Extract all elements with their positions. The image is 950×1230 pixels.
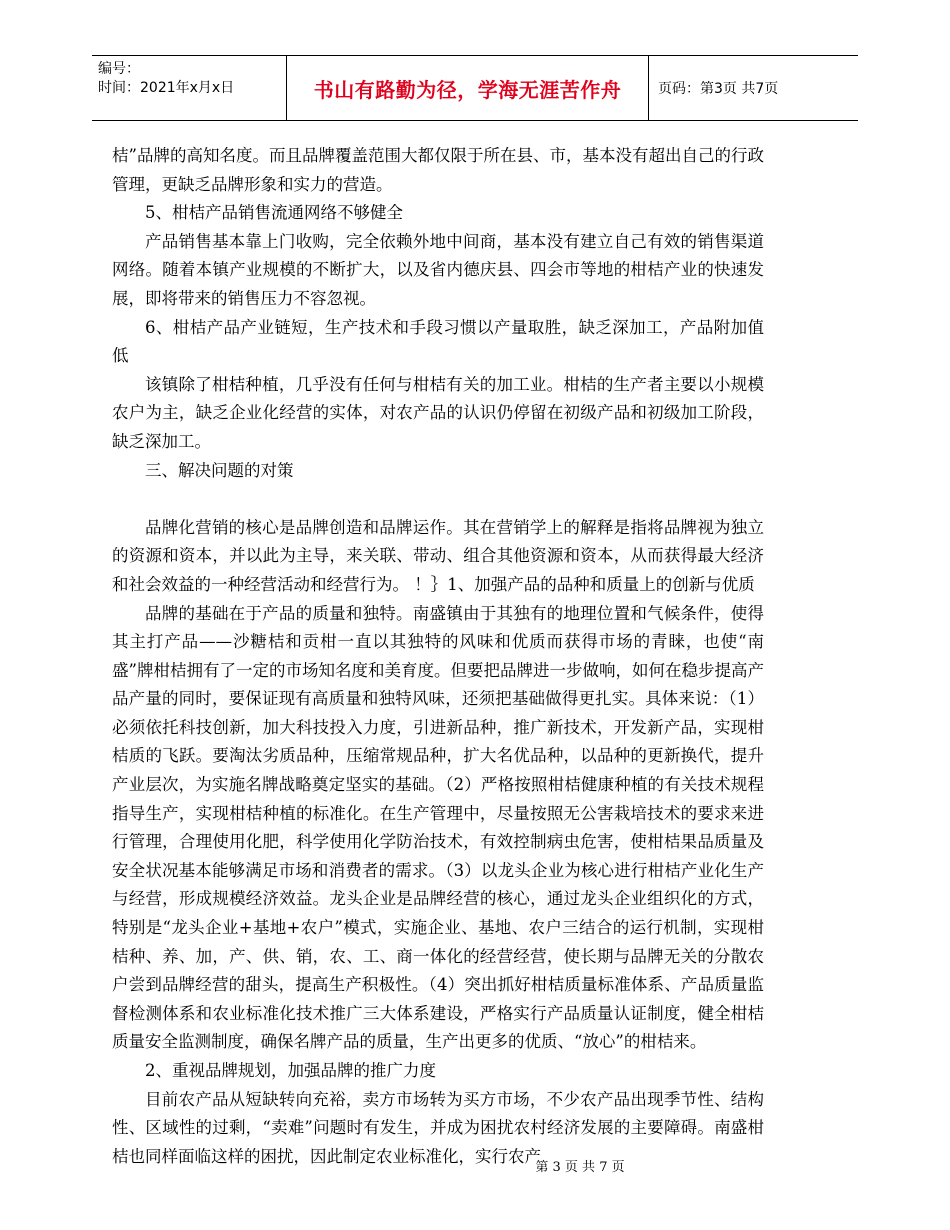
- number-label: 编号：: [98, 61, 140, 77]
- header-meta: [98, 60, 284, 98]
- blank-line: [112, 485, 764, 514]
- header-divider-right: [648, 56, 649, 120]
- page-footer: [0, 1156, 950, 1175]
- paragraph: 目前农产品从短缺转向充裕，卖方市场转为买方市场，不少农产品出现季节性、结构性、区域性的过剩，“卖难”问题时有发生，并成为困扰农村经济发展的主要障碍。南盛柑桔也同样面临这样的困扰，因此制定农业标准化，实行农产: [112, 1089, 764, 1166]
- time-label: 时间：2021年x月x日: [98, 80, 235, 96]
- paragraph: 产品销售基本靠上门收购，完全依赖外地中间商，基本没有建立自己有效的销售渠道网络。随着本镇产业规模的不断扩大，以及省内德庆县、四会市等地的柑桔产业的快速发展，即将带来的销售压力不容忽视。: [112, 231, 764, 308]
- section-heading: 2、重视品牌规划，加强品牌的推广力度: [145, 1061, 436, 1080]
- paragraph: 该镇除了柑桔种植，几乎没有任何与柑桔有关的加工业。柑桔的生产者主要以小规模农户为主，缺乏企业化经营的实体，对农产品的认识仍停留在初级产品和初级加工阶段，缺乏深加工。: [112, 374, 764, 451]
- section-heading: 5、柑桔产品销售流通网络不够健全: [145, 203, 403, 223]
- document-body: [112, 142, 764, 1171]
- paragraph: 品牌的基础在于产品的质量和独特。南盛镇由于其独有的地理位置和气候条件，使得其主打产品——沙糖桔和贡柑一直以其独特的风味和优质而获得市场的青睐，也使“南盛”牌柑桔拥有了一定的市场知名度和美育度。但要把品牌进一步做响，如何在稳步提高产品产量的同时，要保证现有高质量和独特风味，还须把基础做得更扎实。具体来说：（1）必须依托科技创新，加大科技投入力度，引进新品种，推广新技术，开发新产品，实现柑桔质的飞跃。要淘汰劣质品种，压缩常规品种，扩大名优品种，以品种的更新换代，提升产业层次，为实施名牌战略奠定坚实的基础。（2）严格按照柑桔健康种植的有关技术规程指导生产，实现柑桔种植的标准化。在生产管理中，尽量按照无公害栽培技术的要求来进行管理，合理使用化肥，科学使用化学防治技术，有效控制病虫危害，使柑桔果品质量及安全状况基本能够满足市场和消费者的需求。（3）以龙头企业为核心进行柑桔产业化生产与经营，形成规模经济效益。龙头企业是品牌经营的核心，通过龙头企业组织化的方式，特别是“龙头企业+基地+农户”模式，实施企业、基地、农户三结合的运行机制，实现柑桔种、养、加，产、供、销，农、工、商一体化的经营经营，使长期与品牌无关的分散农户尝到品牌经营的甜头，提高生产积极性。（4）突出抓好柑桔质量标准体系、产品质量监督检测体系和农业标准化技术推广三大体系建设，严格实行产品质量认证制度，健全柑桔质量安全监测制度，确保名牌产品的质量，生产出更多的优质、“放心”的柑桔来。: [112, 603, 764, 1052]
- footer-page-number: 第 3 页 共 7 页: [535, 1160, 625, 1175]
- section-heading: 6、柑桔产品产业链短，生产技术和手段习惯以产量取胜，缺乏深加工，产品附加值低: [112, 317, 764, 366]
- header-motto: 书山有路勤为径，学海无涯苦作舟: [313, 77, 622, 102]
- page-header: [92, 55, 858, 121]
- paragraph: 品牌化营销的核心是品牌创造和品牌运作。其在营销学上的解释是指将品牌视为独立的资源和资本，并以此为主导，来关联、带动、组合其他资源和资本，从而获得最大经济和社会效益的一种经营活动和经营行为。 ！｝1、加强产品的品种和质量上的创新与优质: [112, 517, 764, 594]
- header-page-info: 页码：第3页 共7页: [658, 81, 779, 97]
- paragraph: 桔”品牌的高知名度。而且品牌覆盖范围大都仅限于所在县、市，基本没有超出自己的行政管理，更缺乏品牌形象和实力的营造。: [112, 146, 764, 194]
- section-heading: 三、解决问题的对策: [145, 460, 294, 480]
